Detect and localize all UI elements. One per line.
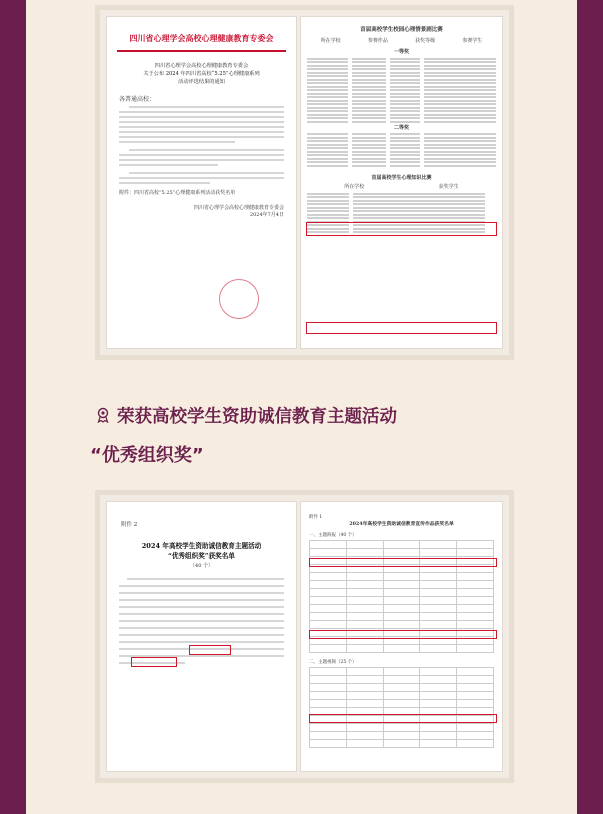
notice-page [106,16,297,349]
section-heading-text: 荣获高校学生资助诚信教育主题活动 [117,406,397,427]
table1-title: 首届高校学生校园心理情景剧比赛 [360,27,443,33]
attachment-line: 附件：四川省高校“5.25”心理健康系列活动获奖名单 [119,189,236,196]
official-seal [219,279,259,319]
poster-results-page [300,501,503,772]
award-list-page [106,501,297,772]
table1-col-students: 参赛学生 [462,38,483,44]
notice-title-line2: 关于公布 2024 年四川省高校“5.25”心理健康系列 [143,70,260,77]
right-annex-label: 附件 1 [309,515,323,520]
table2-col-students: 获奖学生 [438,183,459,190]
notice-title-line3: 活动评选结果的通知 [178,78,225,85]
award-title-line2: “优秀组织奖”获奖名单 [168,552,235,560]
notice-title-line1: 四川省心理学会高校心理健康教育专委会 [154,62,249,69]
document-photo-1 [95,5,514,360]
second-prize-label: 二等奖 [393,124,409,131]
notice-org-header: 四川省心理学会高校心理健康教育专委会 [129,33,274,43]
right-page-title: 2024年高校学生资助诚信教育宣传作品获奖名单 [349,521,454,527]
posters-section-label: 一、主题海报（40 个） [309,533,357,538]
award-medal-icon [95,407,111,423]
table1-rows-a [307,58,496,123]
table2-title: 首届高校学生心理知识比赛 [371,174,432,181]
award-title-line1: 2024 年高校学生资助诚信教育主题活动 [141,542,262,550]
right-border [577,0,603,814]
award-count: （40 个） [190,563,213,569]
signature: 四川省心理学会高校心理健康教育专委会 [193,204,284,211]
section-subheading: “优秀组织奖” [90,445,204,466]
table1-rows-b [307,133,496,167]
document-photo-2 [95,490,514,783]
table1-col-work: 参赛作品 [367,38,388,44]
table2-col-school: 所在学校 [344,183,365,190]
red-rule [117,50,286,52]
table1-col-level: 获奖等级 [415,38,436,44]
signature-date: 2024年7月4日 [249,211,284,218]
annex-label: 附件 2 [121,522,138,528]
section-heading [95,400,525,430]
first-prize-label: 一等奖 [393,49,409,55]
videos-table [309,667,494,748]
table1-col-school: 所在学校 [320,38,341,44]
salutation: 各普通高校： [119,95,156,103]
highlight-box-video [309,714,497,723]
results-table-page [300,16,503,349]
highlight-box-poster-1 [309,558,497,567]
highlight-box-left-1 [189,645,231,655]
highlight-box-table1 [306,222,497,236]
left-border [0,0,26,814]
highlight-box-table2 [306,322,497,334]
notice-body [119,96,284,219]
highlight-box-left-2 [131,657,177,667]
highlight-box-poster-2 [309,630,497,639]
videos-section-label: 二、主题视频（25 个） [309,660,357,665]
